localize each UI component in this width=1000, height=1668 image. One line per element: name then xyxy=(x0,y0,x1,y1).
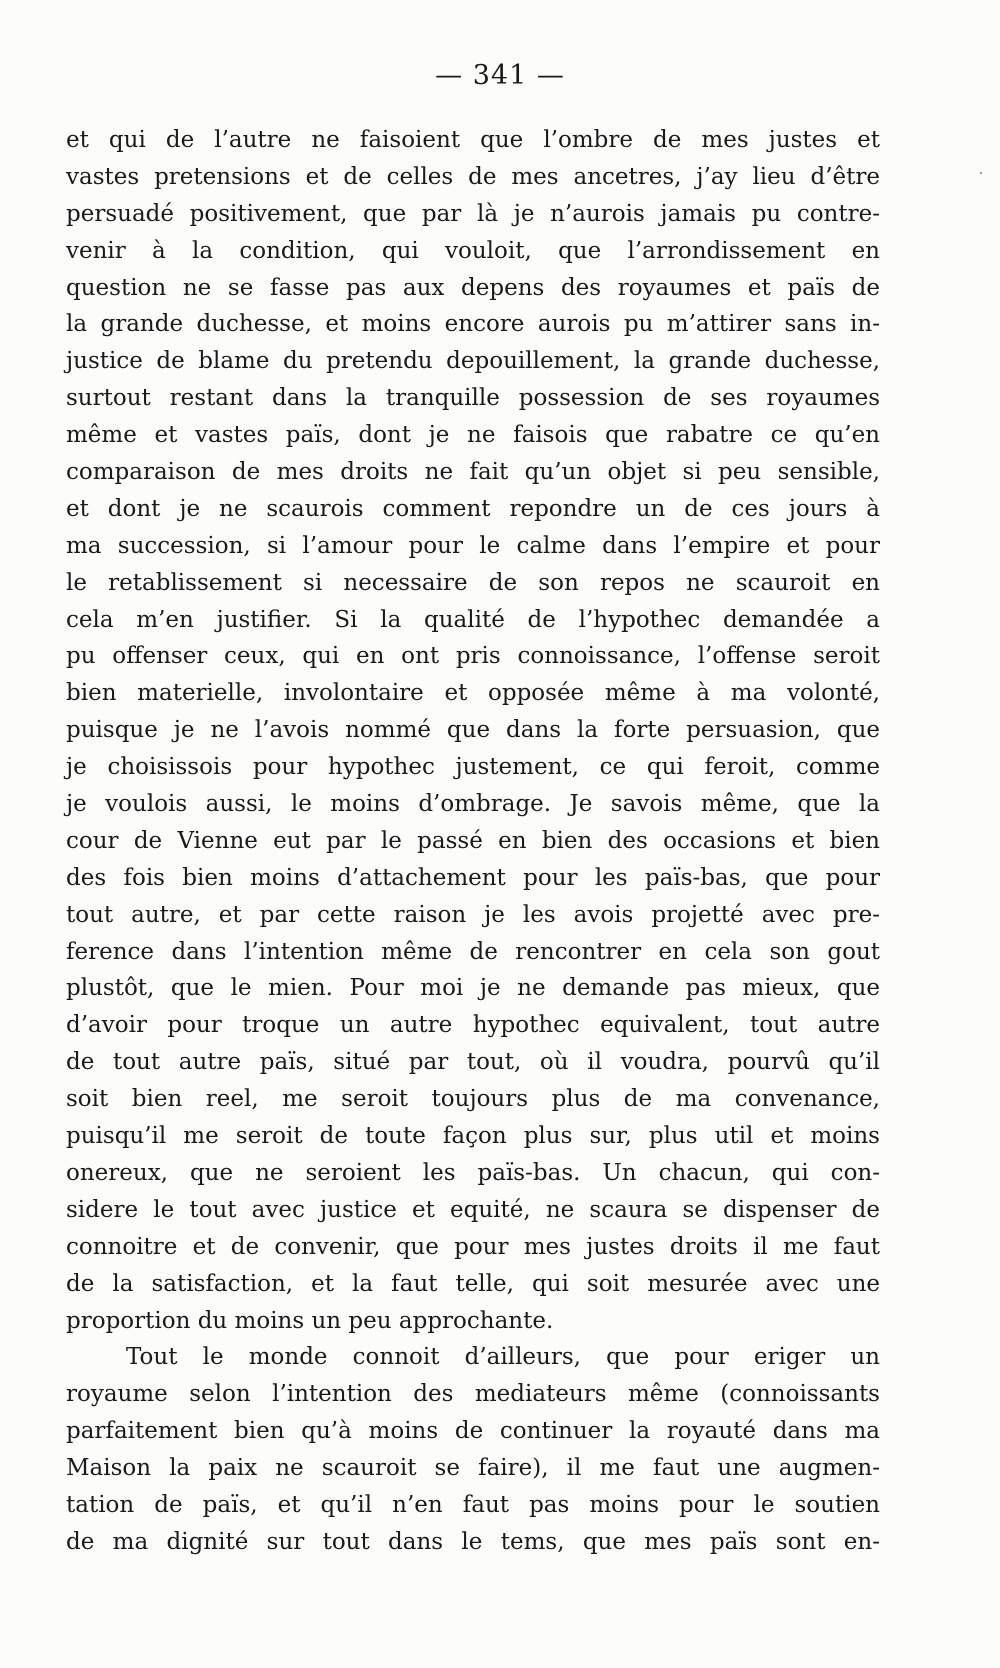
paragraph-start-line: Tout le monde connoit d’ailleurs, que pour eriger un xyxy=(126,1344,880,1371)
text-line: ference dans l’intention même de rencontrer en cela son gout xyxy=(66,938,880,965)
text-line: vastes pretensions et de celles de mes ancetres, j’ay lieu d’être xyxy=(66,163,880,190)
text-line: ma succession, si l’amour pour le calme dans l’empire et pour xyxy=(66,532,880,559)
text-line: plustôt, que le mien. Pour moi je ne demande pas mieux, que xyxy=(66,975,880,1002)
text-line: persuadé positivement, que par là je n’aurois jamais pu contre- xyxy=(66,200,880,227)
text-line: cour de Vienne eut par le passé en bien des occasions et bien xyxy=(66,827,880,854)
text-line: même et vastes païs, dont je ne faisois que rabatre ce qu’en xyxy=(66,422,880,449)
text-line: question ne se fasse pas aux depens des royaumes et païs de xyxy=(66,274,880,301)
text-line: puisqu’il me seroit de toute façon plus sur, plus util et moins xyxy=(66,1123,880,1150)
text-line: pu offenser ceux, qui en ont pris connoissance, l’offense seroit xyxy=(66,643,880,670)
paragraph-end-line: proportion du moins un peu approchante. xyxy=(66,1307,554,1334)
text-line: venir à la condition, qui vouloit, que l’arrondissement en xyxy=(66,237,880,264)
scan-speck xyxy=(980,172,982,174)
text-line: parfaitement bien qu’à moins de continuer la royauté dans ma xyxy=(66,1418,880,1445)
text-line: tation de païs, et qu’il n’en faut pas moins pour le soutien xyxy=(66,1491,880,1518)
text-line: sidere le tout avec justice et equité, ne scaura se dispenser de xyxy=(66,1196,880,1223)
page-number: — 341 — xyxy=(435,60,565,91)
text-line: justice de blame du pretendu depouillement, la grande duchesse, xyxy=(66,348,880,375)
text-line: tout autre, et par cette raison je les avois projetté avec pre- xyxy=(66,901,880,928)
text-line: je voulois aussi, le moins d’ombrage. Je savois même, que la xyxy=(66,791,880,818)
text-line: d’avoir pour troque un autre hypothec equivalent, tout autre xyxy=(66,1012,880,1039)
text-line: royaume selon l’intention des mediateurs même (connoissants xyxy=(66,1381,880,1408)
text-line: puisque je ne l’avois nommé que dans la forte persuasion, que xyxy=(66,717,880,744)
text-line: cela m’en justifier. Si la qualité de l’hypothec demandée a xyxy=(66,606,880,633)
text-line: de tout autre païs, situé par tout, où il voudra, pourvû qu’il xyxy=(66,1049,880,1076)
text-line: connoitre et de convenir, que pour mes justes droits il me faut xyxy=(66,1233,880,1260)
text-line: et qui de l’autre ne faisoient que l’ombre de mes justes et xyxy=(66,127,880,153)
text-line: de la satisfaction, et la faut telle, qui soit mesurée avec une xyxy=(66,1270,880,1297)
text-line: surtout restant dans la tranquille possession de ses royaumes xyxy=(66,385,880,412)
text-line: de ma dignité sur tout dans le tems, que mes païs sont en- xyxy=(66,1528,880,1555)
text-line: soit bien reel, me seroit toujours plus de ma convenance, xyxy=(66,1086,880,1113)
text-line: onereux, que ne seroient les païs-bas. Un chacun, qui con- xyxy=(66,1159,880,1186)
text-line: la grande duchesse, et moins encore aurois pu m’attirer sans in- xyxy=(66,311,880,338)
text-line: le retablissement si necessaire de son repos ne scauroit en xyxy=(66,569,880,596)
body-text xyxy=(66,122,880,1561)
text-line: bien materielle, involontaire et opposée même à ma volonté, xyxy=(66,680,880,707)
text-line: je choisissois pour hypothec justement, ce qui feroit, comme xyxy=(66,754,880,781)
text-line: comparaison de mes droits ne fait qu’un objet si peu sensible, xyxy=(66,459,880,486)
text-line: des fois bien moins d’attachement pour les païs-bas, que pour xyxy=(66,864,880,891)
text-line: Maison la paix ne scauroit se faire), il me faut une augmen- xyxy=(66,1455,880,1482)
text-line: et dont je ne scaurois comment repondre un de ces jours à xyxy=(66,495,880,522)
